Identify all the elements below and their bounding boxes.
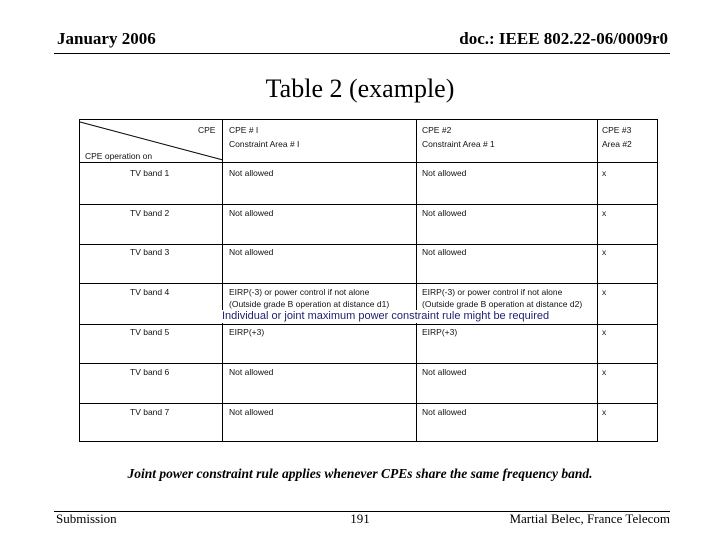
- header-date: January 2006: [57, 29, 156, 48]
- cell-band7-cpe3: x: [602, 407, 607, 417]
- cell-band1-cpe2: Not allowed: [422, 168, 467, 178]
- row-divider: [80, 204, 657, 205]
- cell-band5-cpe1: EIRP(+3): [229, 327, 265, 337]
- cell-band2-cpe1: Not allowed: [229, 208, 274, 218]
- cell-band4-cpe3: x: [602, 287, 607, 297]
- cell-band2-cpe2: Not allowed: [422, 208, 467, 218]
- cell-band1-cpe3: x: [602, 168, 607, 178]
- cell-band4-cpe1: EIRP(-3) or power control if not alone: [229, 287, 370, 297]
- corner-cpe-label: CPE: [198, 125, 216, 135]
- col-divider-3: [597, 120, 598, 441]
- row-divider: [80, 403, 657, 404]
- cell-band4-cpe1-detail: (Outside grade B operation at distance d1): [229, 299, 390, 309]
- col-header-cpe2-area: Constraint Area # 1: [422, 139, 495, 149]
- band-table: [79, 119, 658, 442]
- row-label-band3: TV band 3: [130, 247, 170, 257]
- slide-title: Table 2 (example): [265, 74, 455, 103]
- footer-page-number: 191: [350, 511, 370, 526]
- cell-band3-cpe3: x: [602, 247, 607, 257]
- col-divider-2: [416, 120, 417, 441]
- row-label-band4: TV band 4: [130, 287, 170, 297]
- col-header-cpe1: CPE # I: [229, 125, 259, 135]
- header-rule: [54, 53, 670, 54]
- cell-band7-cpe1: Not allowed: [229, 407, 274, 417]
- cell-band2-cpe3: x: [602, 208, 607, 218]
- row-label-band6: TV band 6: [130, 367, 170, 377]
- cell-band4-cpe2-detail: (Outside grade B operation at distance d2): [422, 299, 583, 309]
- cell-band7-cpe2: Not allowed: [422, 407, 467, 417]
- cell-band6-cpe2: Not allowed: [422, 367, 467, 377]
- cell-band5-cpe3: x: [602, 327, 607, 337]
- footnote: Joint power constraint rule applies whenever CPEs share the same frequency band.: [127, 466, 593, 481]
- row-divider: [80, 363, 657, 364]
- header-doc-id: doc.: IEEE 802.22-06/0009r0: [459, 29, 668, 48]
- col-header-cpe3: CPE #3: [602, 125, 632, 135]
- corner-operation-label: CPE operation on: [85, 151, 153, 161]
- footer-submission: Submission: [56, 511, 117, 526]
- cell-band6-cpe1: Not allowed: [229, 367, 274, 377]
- cell-band5-cpe2: EIRP(+3): [422, 327, 458, 337]
- cell-band6-cpe3: x: [602, 367, 607, 377]
- row-divider: [80, 283, 657, 284]
- row-divider: [80, 162, 657, 163]
- cell-band3-cpe2: Not allowed: [422, 247, 467, 257]
- col-header-cpe1-area: Constraint Area # I: [229, 139, 300, 149]
- col-header-cpe3-area: Area #2: [602, 139, 632, 149]
- col-header-cpe2: CPE #2: [422, 125, 452, 135]
- row-label-band5: TV band 5: [130, 327, 170, 337]
- cell-band4-cpe2: EIRP(-3) or power control if not alone: [422, 287, 563, 297]
- col-divider-1: [222, 120, 223, 441]
- footer-author: Martial Belec, France Telecom: [509, 511, 670, 526]
- cell-band3-cpe1: Not allowed: [229, 247, 274, 257]
- overlay-annotation: Individual or joint maximum power constraint rule might be required: [222, 310, 550, 322]
- row-label-band2: TV band 2: [130, 208, 170, 218]
- row-label-band1: TV band 1: [130, 168, 170, 178]
- row-label-band7: TV band 7: [130, 407, 170, 417]
- cell-band1-cpe1: Not allowed: [229, 168, 274, 178]
